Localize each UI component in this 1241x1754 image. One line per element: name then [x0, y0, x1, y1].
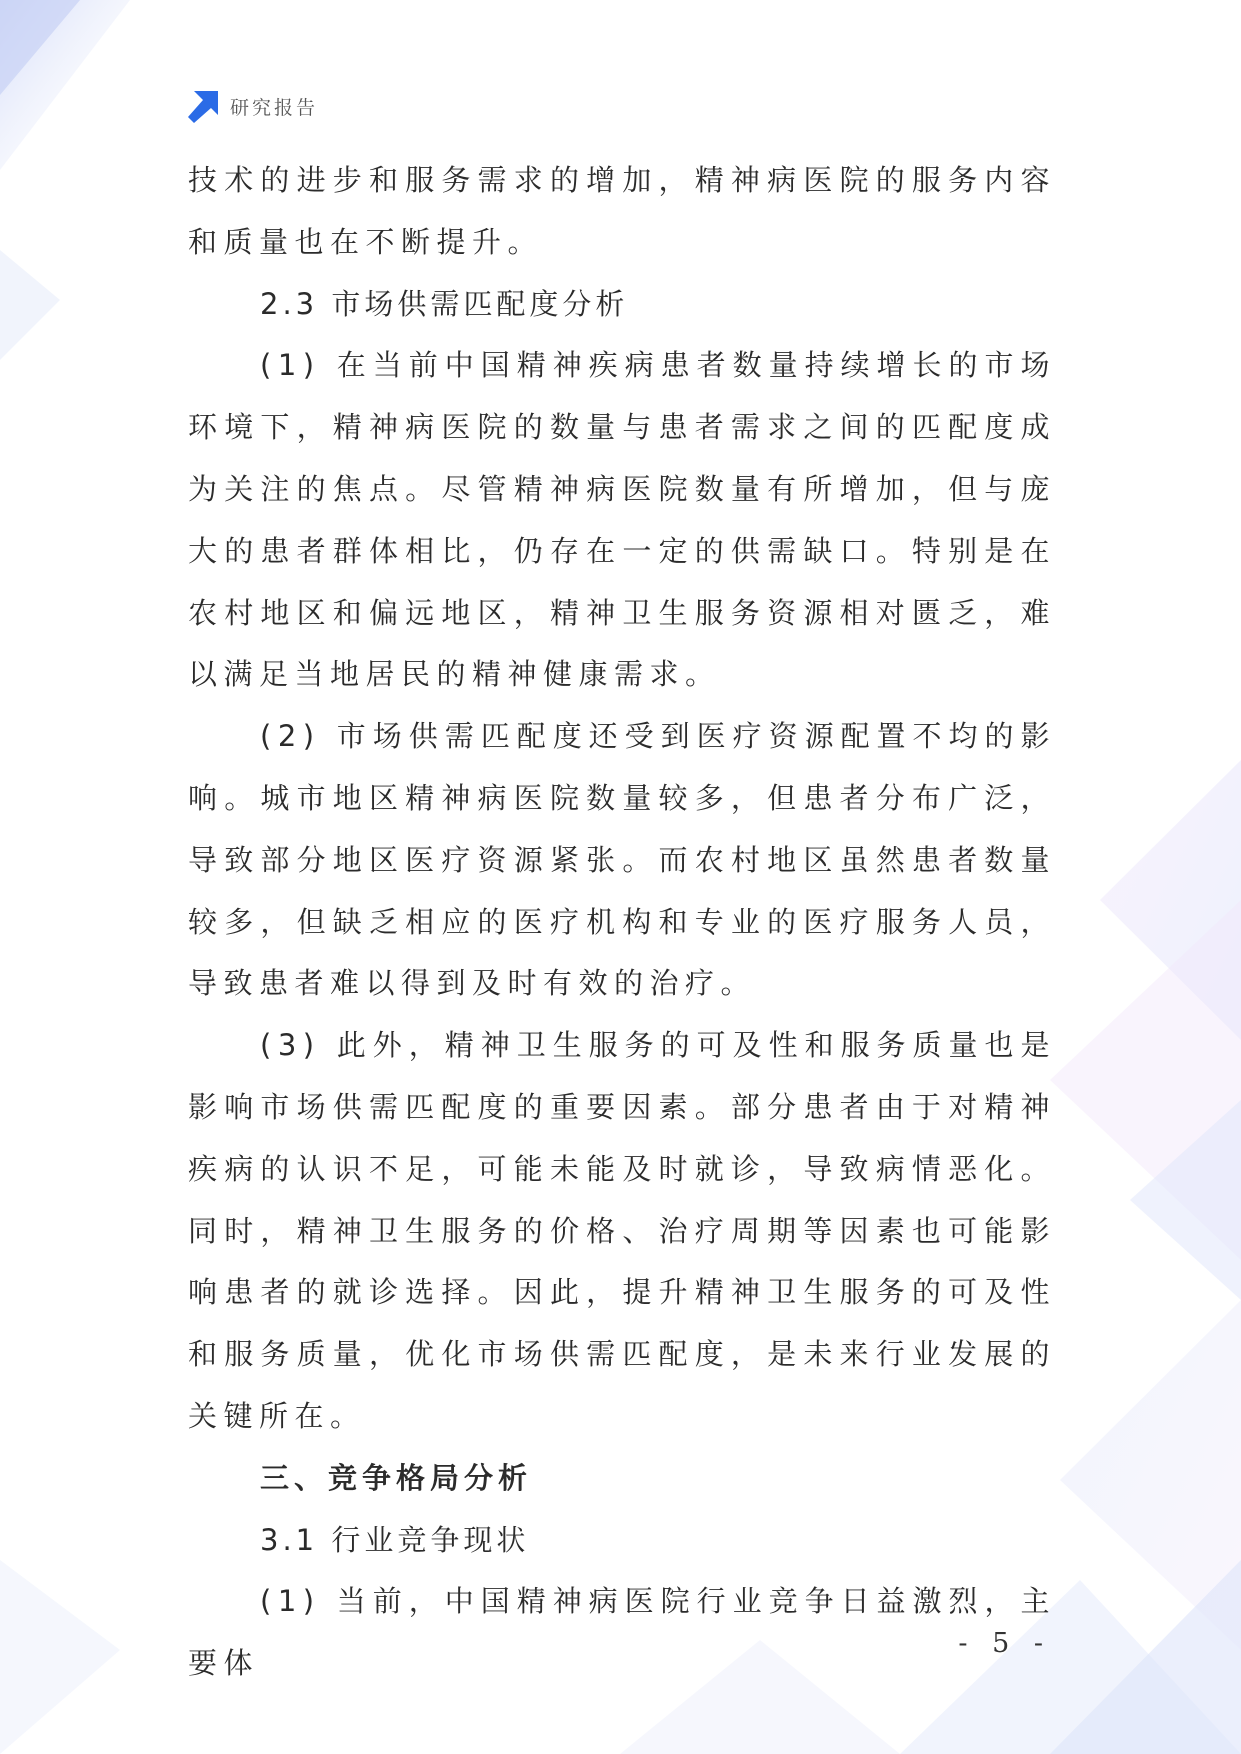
page-number: - 5 -: [958, 1628, 1051, 1659]
paragraph: 技术的进步和服务需求的增加，精神病医院的服务内容和质量也在不断提升。: [188, 163, 1056, 259]
arrow-up-right-icon: [186, 89, 220, 123]
report-header: [186, 88, 318, 124]
paragraph: (2) 市场供需匹配度还受到医疗资源配置不均的影响。城市地区精神病医院数量较多，但患者分布广泛，导致部分地区医疗资源紧张。而农村地区虽然患者数量较多，但缺乏相应的医疗机构和专业的医疗服务人员，导致患者难以得到及时有效的治疗。: [188, 719, 1056, 1001]
paragraph: (1) 在当前中国精神疾病患者数量持续增长的市场环境下，精神病医院的数量与患者需求之间的匹配度成为关注的焦点。尽管精神病医院数量有所增加，但与庞大的患者群体相比，仍存在一定的供需缺口。特别是在农村地区和偏远地区，精神卫生服务资源相对匮乏，难以满足当地居民的精神健康需求。: [188, 348, 1056, 692]
section-heading-2-3: 2.3 市场供需匹配度分析: [260, 286, 629, 321]
header-brand: 研究报告: [230, 96, 319, 119]
document-body: [188, 150, 1056, 1695]
paragraph: (3) 此外，精神卫生服务的可及性和服务质量也是影响市场供需匹配度的重要因素。部分患者由于对精神疾病的认识不足，可能未能及时就诊，导致病情恶化。同时，精神卫生服务的价格、治疗周期等因素也可能影响患者的就诊选择。因此，提升精神卫生服务的可及性和服务质量，优化市场供需匹配度，是未来行业发展的关键所在。: [188, 1028, 1056, 1433]
section-heading-3-1: 3.1 行业竞争现状: [260, 1522, 530, 1557]
paragraph: (1) 当前，中国精神病医院行业竞争日益激烈，主要体: [188, 1584, 1056, 1681]
chapter-heading-3: 三、竞争格局分析: [260, 1460, 533, 1495]
